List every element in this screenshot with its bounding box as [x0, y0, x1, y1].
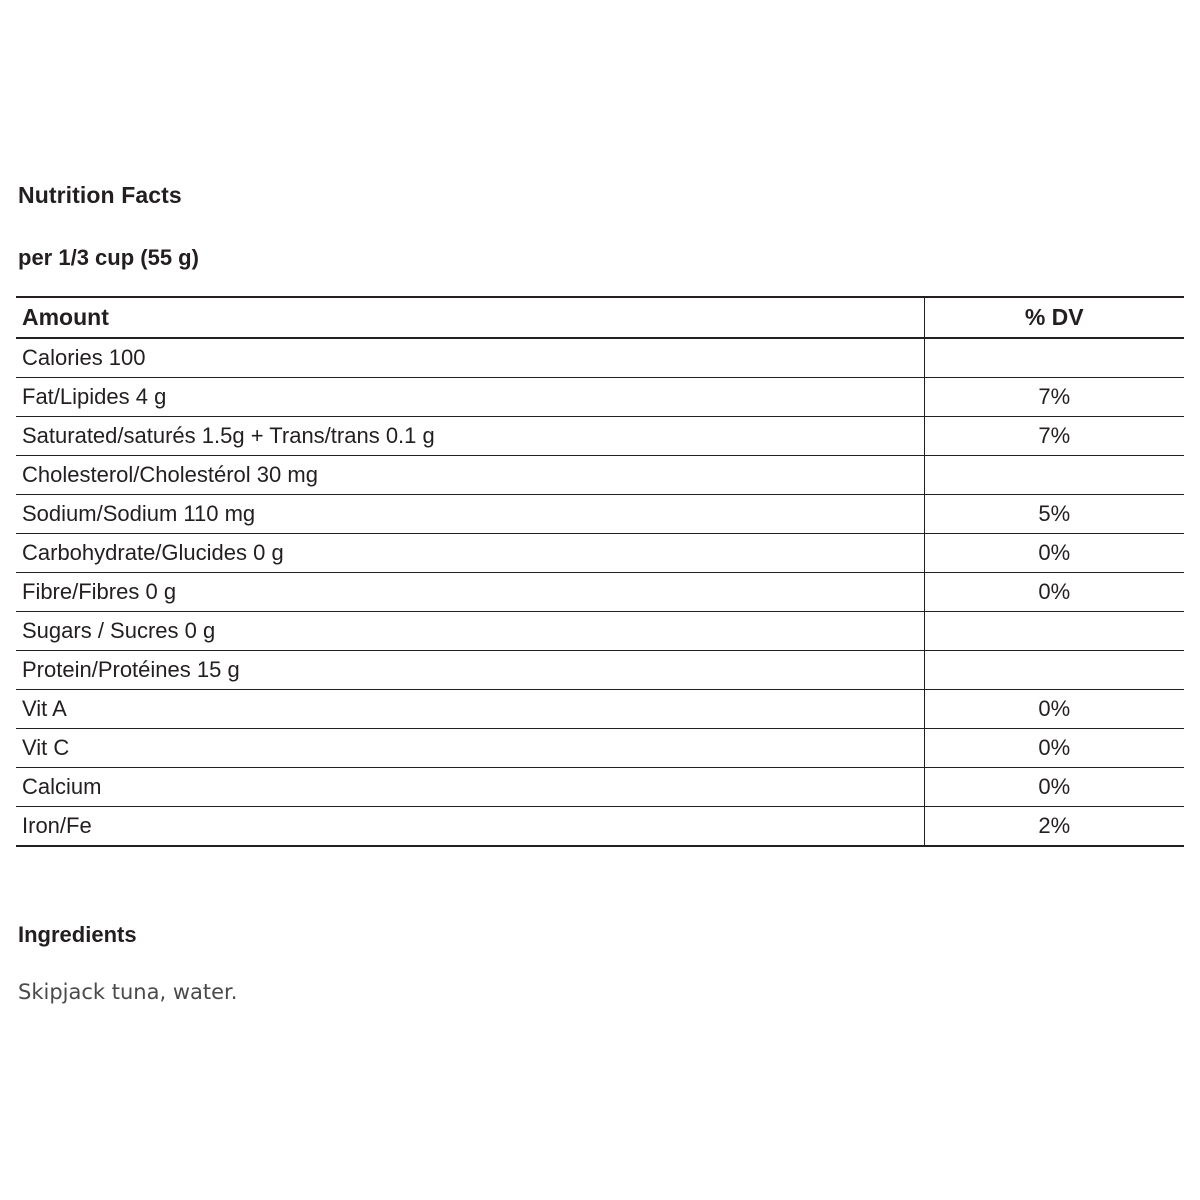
nutrient-label: Iron/Fe: [22, 813, 92, 838]
nutrient-dv-cell: [924, 612, 1184, 651]
nutrient-dv-cell: [924, 378, 1184, 417]
nutrient-dv-cell: [924, 417, 1184, 456]
nutrient-label-cell: [16, 768, 924, 807]
nutrition-facts-table-body: [16, 338, 1184, 846]
column-header-amount: [16, 297, 924, 338]
nutrient-label: Calories 100: [22, 345, 146, 370]
nutrient-label: Fibre/Fibres 0 g: [22, 579, 177, 604]
nutrient-dv: 0%: [1038, 540, 1071, 565]
nutrient-dv-cell: [924, 573, 1184, 612]
column-header-dv-label: % DV: [1024, 304, 1084, 330]
nutrient-label-cell: [16, 338, 924, 378]
nutrient-label-cell: [16, 378, 924, 417]
table-header-row: [16, 297, 1184, 338]
table-row: [16, 690, 1184, 729]
nutrient-label: Vit C: [22, 735, 70, 760]
table-row: [16, 495, 1184, 534]
table-row: [16, 729, 1184, 768]
nutrient-label: Saturated/saturés 1.5g + Trans/trans 0.1 g: [22, 423, 435, 448]
ingredients-title: Ingredients: [18, 922, 137, 947]
nutrient-label: Sugars / Sucres 0 g: [22, 618, 216, 643]
table-row: [16, 417, 1184, 456]
nutrient-label-cell: [16, 612, 924, 651]
nutrient-dv-cell: [924, 651, 1184, 690]
table-row: [16, 651, 1184, 690]
nutrient-dv-cell: [924, 456, 1184, 495]
nutrient-dv: 7%: [1038, 384, 1071, 409]
table-row: [16, 573, 1184, 612]
nutrient-label: Cholesterol/Cholestérol 30 mg: [22, 462, 318, 487]
nutrient-label-cell: [16, 690, 924, 729]
nutrient-dv: 7%: [1038, 423, 1071, 448]
table-row: [16, 338, 1184, 378]
nutrition-facts-table-wrapper: [16, 296, 1184, 847]
nutrient-dv: 2%: [1038, 813, 1071, 838]
nutrient-dv: 0%: [1038, 696, 1071, 721]
table-row: [16, 456, 1184, 495]
nutrient-dv: 0%: [1038, 735, 1071, 760]
nutrient-label: Protein/Protéines 15 g: [22, 657, 240, 682]
nutrient-label: Sodium/Sodium 110 mg: [22, 501, 256, 526]
table-row: [16, 378, 1184, 417]
column-header-amount-label: Amount: [22, 304, 109, 330]
nutrient-dv: 5%: [1038, 501, 1071, 526]
nutrient-label-cell: [16, 495, 924, 534]
table-row: [16, 612, 1184, 651]
nutrient-label: Fat/Lipides 4 g: [22, 384, 167, 409]
nutrient-label-cell: [16, 417, 924, 456]
nutrient-label-cell: [16, 807, 924, 847]
nutrient-label-cell: [16, 651, 924, 690]
nutrition-facts-title: Nutrition Facts: [18, 182, 182, 208]
nutrient-dv-cell: [924, 807, 1184, 847]
table-row: [16, 768, 1184, 807]
nutrition-facts-table: [16, 296, 1184, 847]
nutrient-dv: 0%: [1038, 579, 1071, 604]
nutrient-dv-cell: [924, 338, 1184, 378]
nutrient-label-cell: [16, 534, 924, 573]
nutrient-dv-cell: [924, 768, 1184, 807]
table-row: [16, 807, 1184, 847]
nutrient-dv-cell: [924, 495, 1184, 534]
nutrient-label-cell: [16, 729, 924, 768]
nutrient-dv-cell: [924, 729, 1184, 768]
serving-size: per 1/3 cup (55 g): [18, 245, 199, 270]
nutrient-label-cell: [16, 456, 924, 495]
nutrient-dv-cell: [924, 690, 1184, 729]
nutrient-label-cell: [16, 573, 924, 612]
nutrient-label: Vit A: [22, 696, 67, 721]
nutrient-dv-cell: [924, 534, 1184, 573]
nutrient-label: Calcium: [22, 774, 102, 799]
ingredients-text: Skipjack tuna, water.: [18, 980, 238, 1004]
column-header-dv: [924, 297, 1184, 338]
nutrient-dv: 0%: [1038, 774, 1071, 799]
nutrient-label: Carbohydrate/Glucides 0 g: [22, 540, 284, 565]
table-row: [16, 534, 1184, 573]
